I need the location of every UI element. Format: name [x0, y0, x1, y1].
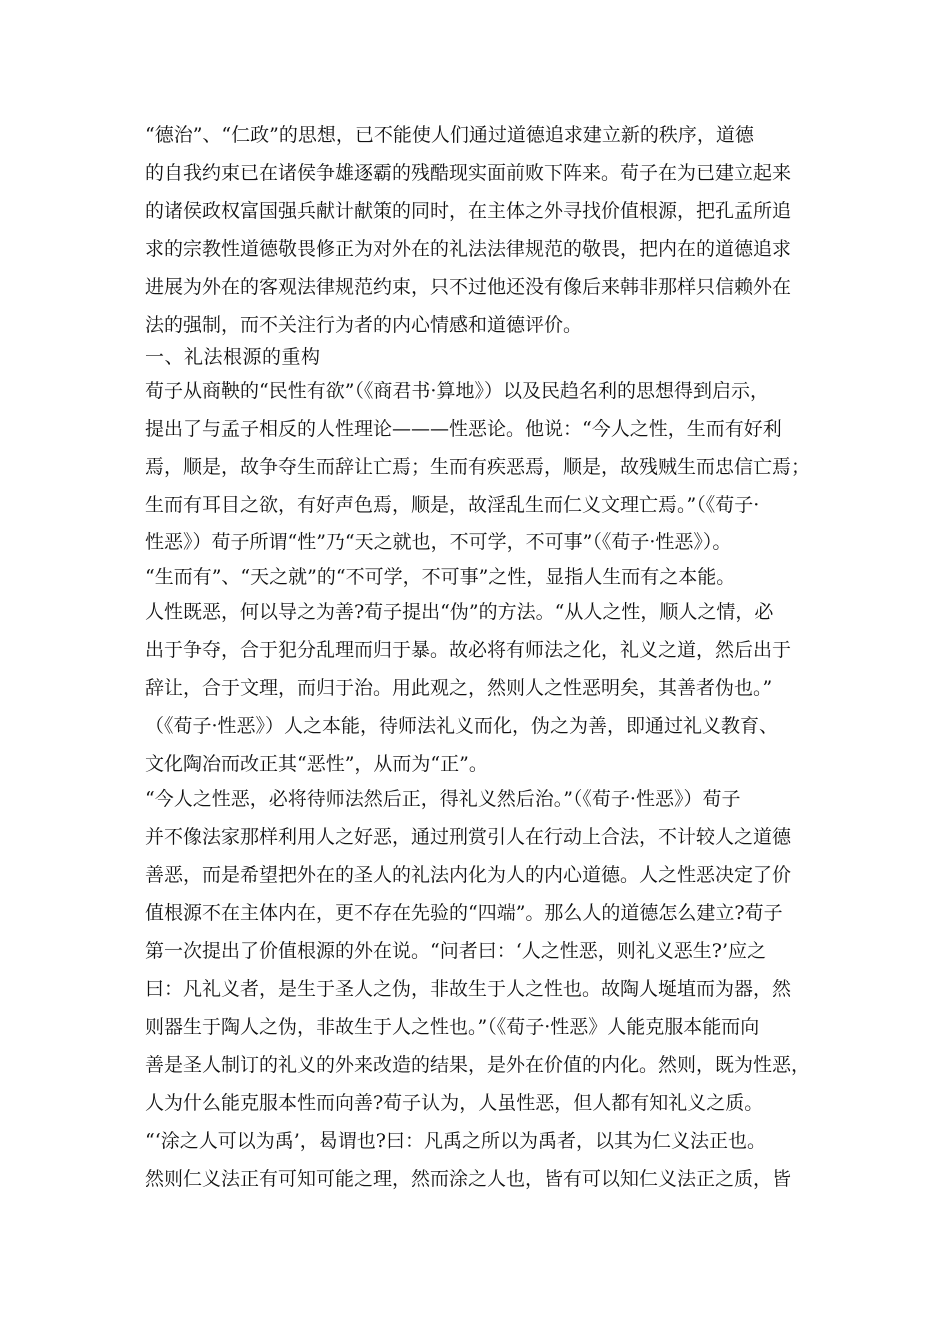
- text-line: 辞让，合于文理，而归于治。用此观之，然则人之性恶明矣，其善者伪也。”: [145, 677, 773, 699]
- text-line: 人性既恶，何以导之为善?荀子提出“伪”的方法。“从人之性，顺人之情，必: [145, 601, 774, 623]
- text-line: 值根源不在主体内在，更不存在先验的“四端”。那么人的道德怎么建立?荀子: [145, 902, 783, 924]
- section-heading: 一、礼法根源的重构: [145, 346, 321, 368]
- text-line: “生而有”、“天之就”的“不可学，不可事”之性，显指人生而有之本能。: [145, 566, 736, 588]
- text-line: 并不像法家那样利用人之好恶，通过刑赏引人在行动上合法，不计较人之道德: [145, 826, 792, 848]
- text-line: 人为什么能克服本性而向善?荀子认为，人虽性恶，但人都有知礼义之质。: [145, 1092, 764, 1114]
- text-line: 则器生于陶人之伪，非故生于人之性也。”（《荀子·性恶》人能克服本能而向: [145, 1016, 760, 1038]
- text-line: 法的强制，而不关注行为者的内心情感和道德评价。: [145, 314, 583, 336]
- text-line: 善恶，而是希望把外在的圣人的礼法内化为人的内心道德。人之性恶决定了价: [145, 864, 792, 886]
- text-line: 善是圣人制订的礼义的外来改造的结果，是外在价值的内化。然则，既为性恶，: [145, 1054, 811, 1076]
- text-line: 性恶》）荀子所谓“性”乃“天之就也，不可学，不可事”（《荀子·性恶》）。: [145, 531, 732, 553]
- text-line: 提出了与孟子相反的人性理论———性恶论。他说：“今人之性，生而有好利: [145, 418, 782, 440]
- text-line: “今人之性恶，必将待师法然后正，得礼义然后治。”（《荀子·性恶》）荀子: [145, 788, 741, 810]
- text-line: 文化陶冶而改正其“恶性”，从而为“正”。: [145, 753, 488, 775]
- text-line: 的自我约束已在诸侯争雄逐霸的残酷现实面前败下阵来。荀子在为已建立起来: [145, 162, 792, 184]
- text-line: “‘涂之人可以为禹’，曷谓也?曰：凡禹之所以为禹者，以其为仁义法正也。: [145, 1130, 766, 1152]
- text-line: （《荀子·性恶》）人之本能，待师法礼义而化，伪之为善，即通过礼义教育、: [145, 715, 779, 737]
- text-line: 曰：凡礼义者，是生于圣人之伪，非故生于人之性也。故陶人埏埴而为器，然: [145, 978, 792, 1000]
- text-line: 然则仁义法正有可知可能之理，然而涂之人也，皆有可以知仁义法正之质，皆: [145, 1168, 792, 1190]
- text-line: 焉，顺是，故争夺生而辞让亡焉；生而有疾恶焉，顺是，故残贼生而忠信亡焉；: [145, 456, 811, 478]
- text-line: 出于争夺，合于犯分乱理而归于暴。故必将有师法之化，礼义之道，然后出于: [145, 639, 792, 661]
- text-line: 荀子从商鞅的“民性有欲”（《商君书·算地》）以及民趋名利的思想得到启示，: [145, 380, 769, 402]
- text-line: 生而有耳目之欲，有好声色焉，顺是，故淫乱生而仁义文理亡焉。”（《荀子·: [145, 494, 760, 516]
- text-line: “德治”、“仁政”的思想，已不能使人们通过道德追求建立新的秩序，道德: [145, 124, 754, 146]
- text-line: 求的宗教性道德敬畏修正为对外在的礼法法律规范的敬畏，把内在的道德追求: [145, 238, 792, 260]
- text-line: 进展为外在的客观法律规范约束，只不过他还没有像后来韩非那样只信赖外在: [145, 276, 792, 298]
- text-line: 的诸侯政权富国强兵献计献策的同时，在主体之外寻找价值根源，把孔孟所追: [145, 200, 792, 222]
- text-line: 第一次提出了价值根源的外在说。“问者曰：‘人之性恶，则礼义恶生?’应之: [145, 940, 766, 962]
